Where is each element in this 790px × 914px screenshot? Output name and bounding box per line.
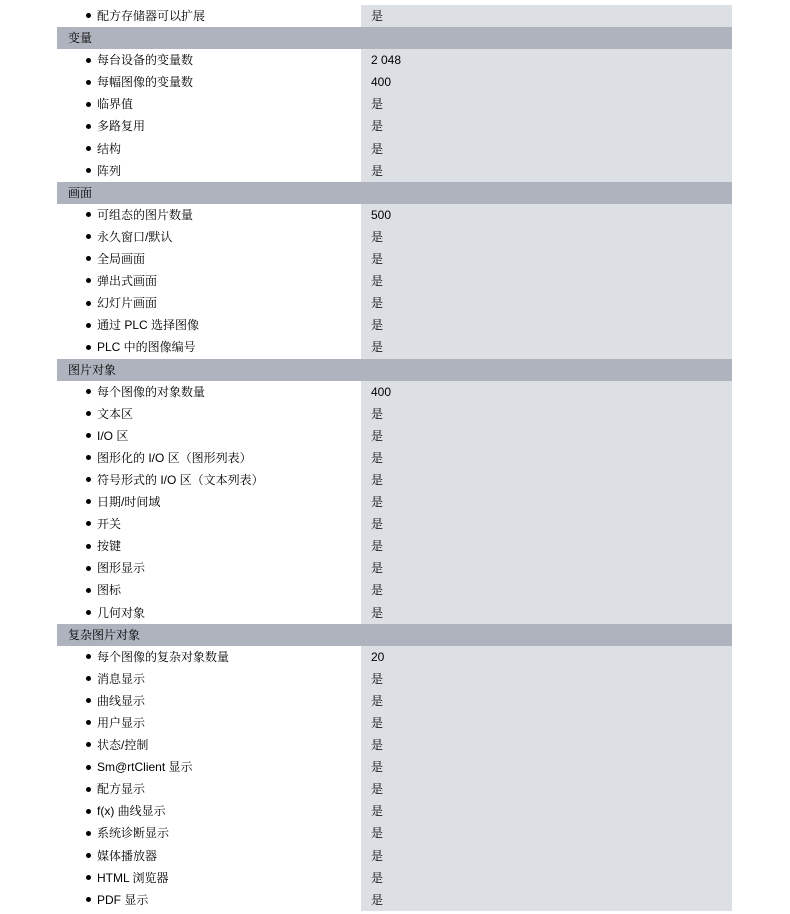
section-header: 复杂图片对象 (57, 624, 732, 646)
table-row (57, 602, 732, 624)
section-header: 画面 (57, 182, 732, 204)
row-value: 是 (361, 889, 732, 911)
row-value: 是 (361, 513, 732, 535)
row-label-text: 系统诊断显示 (97, 826, 170, 841)
bullet-icon (86, 13, 91, 18)
table-row (57, 845, 732, 867)
row-value: 是 (361, 314, 732, 336)
table-row (57, 756, 732, 778)
table-row (57, 513, 732, 535)
row-label-text: 永久窗口/默认 (97, 229, 173, 244)
row-value: 是 (361, 734, 732, 756)
row-value: 是 (361, 778, 732, 800)
bullet-icon (86, 80, 91, 85)
row-label-text: 每个图像的复杂对象数量 (97, 649, 230, 664)
row-label (57, 5, 361, 27)
row-value: 是 (361, 756, 732, 778)
table-row (57, 248, 732, 270)
row-label-text: 文本区 (97, 406, 134, 421)
bullet-icon (86, 654, 91, 659)
row-label-text: 幻灯片画面 (97, 296, 158, 311)
table-row (57, 491, 732, 513)
bullet-icon (86, 433, 91, 438)
table-row (57, 867, 732, 889)
row-label-text: 符号形式的 I/O 区（文本列表） (97, 472, 264, 487)
bullet-icon (86, 765, 91, 770)
bullet-icon (86, 323, 91, 328)
table-row (57, 557, 732, 579)
row-label-text: 消息显示 (97, 671, 146, 686)
table-row (57, 668, 732, 690)
row-label (57, 292, 361, 314)
table-row (57, 5, 732, 27)
row-label-text: 媒体播放器 (97, 848, 158, 863)
row-label (57, 204, 361, 226)
row-value: 是 (361, 867, 732, 889)
table-row (57, 800, 732, 822)
row-label-text: 几何对象 (97, 605, 146, 620)
row-label (57, 381, 361, 403)
bullet-icon (86, 499, 91, 504)
row-value: 是 (361, 5, 732, 27)
bullet-icon (86, 168, 91, 173)
table-row (57, 115, 732, 137)
bullet-icon (86, 698, 91, 703)
row-label-text: 图标 (97, 583, 122, 598)
bullet-icon (86, 455, 91, 460)
row-label (57, 513, 361, 535)
row-label-text: 用户显示 (97, 716, 146, 730)
row-value: 400 (361, 381, 732, 403)
table-row (57, 579, 732, 601)
row-label (57, 734, 361, 756)
bullet-icon (86, 787, 91, 792)
bullet-icon (86, 831, 91, 836)
row-label (57, 845, 361, 867)
row-label-text: 开关 (97, 517, 122, 532)
row-value: 是 (361, 668, 732, 690)
row-value: 是 (361, 579, 732, 601)
table-row (57, 734, 732, 756)
row-label-text: 状态/控制 (97, 738, 149, 753)
bullet-icon (86, 102, 91, 107)
row-value: 500 (361, 204, 732, 226)
bullet-icon (86, 588, 91, 593)
row-label-text: 每幅图像的变量数 (97, 75, 194, 90)
bullet-icon (86, 301, 91, 306)
row-value: 是 (361, 712, 732, 734)
row-label-text: 全局画面 (97, 252, 146, 267)
table-row (57, 336, 732, 358)
bullet-icon (86, 610, 91, 615)
row-value: 400 (361, 71, 732, 93)
row-value: 是 (361, 160, 732, 182)
table-row (57, 778, 732, 800)
table-row (57, 381, 732, 403)
row-label (57, 447, 361, 469)
bullet-icon (86, 345, 91, 350)
row-label-text: 弹出式画面 (97, 274, 158, 289)
section-header: 变量 (57, 27, 732, 49)
row-label-text: 阵列 (97, 163, 122, 178)
row-label (57, 425, 361, 447)
bullet-icon (86, 521, 91, 526)
row-label (57, 646, 361, 668)
table-row (57, 292, 732, 314)
row-label (57, 248, 361, 270)
row-value: 是 (361, 138, 732, 160)
bullet-icon (86, 411, 91, 416)
bullet-icon (86, 146, 91, 151)
table-row (57, 822, 732, 844)
row-value: 是 (361, 425, 732, 447)
row-value: 是 (361, 491, 732, 513)
row-label (57, 226, 361, 248)
row-label-text: Sm@rtClient 显示 (97, 760, 193, 775)
row-label-text: 日期/时间域 (97, 495, 161, 510)
table-row (57, 314, 732, 336)
row-value: 是 (361, 602, 732, 624)
row-label (57, 712, 361, 734)
section-header: 图片对象 (57, 359, 732, 381)
bullet-icon (86, 256, 91, 261)
row-label-text: 图形显示 (97, 561, 146, 576)
table-row (57, 93, 732, 115)
table-row (57, 425, 732, 447)
table-row (57, 535, 732, 557)
row-label (57, 49, 361, 71)
row-label (57, 115, 361, 137)
row-label (57, 314, 361, 336)
bullet-icon (86, 477, 91, 482)
row-label-text: 配方存储器可以扩展 (97, 9, 206, 23)
row-label (57, 756, 361, 778)
row-label (57, 889, 361, 911)
bullet-icon (86, 875, 91, 880)
table-row (57, 646, 732, 668)
bullet-icon (86, 212, 91, 217)
table-row (57, 49, 732, 71)
bullet-icon (86, 720, 91, 725)
table-row (57, 403, 732, 425)
row-label-text: 通过 PLC 选择图像 (97, 318, 200, 333)
row-label-text: 可组态的图片数量 (97, 207, 194, 222)
table-row (57, 690, 732, 712)
bullet-icon (86, 566, 91, 571)
row-label-text: 每个图像的对象数量 (97, 384, 206, 399)
row-value: 是 (361, 403, 732, 425)
row-value: 是 (361, 535, 732, 557)
row-label (57, 800, 361, 822)
row-label-text: 图形化的 I/O 区（图形列表） (97, 450, 252, 465)
bullet-icon (86, 809, 91, 814)
bullet-icon (86, 544, 91, 549)
row-label-text: HTML 浏览器 (97, 870, 169, 885)
row-value: 是 (361, 226, 732, 248)
row-value: 是 (361, 93, 732, 115)
row-value: 是 (361, 822, 732, 844)
row-value: 是 (361, 336, 732, 358)
row-value: 是 (361, 115, 732, 137)
row-label-text: f(x) 曲线显示 (97, 804, 166, 819)
row-value: 是 (361, 447, 732, 469)
table-row (57, 270, 732, 292)
spec-table (57, 5, 732, 911)
row-value: 是 (361, 557, 732, 579)
row-label-text: 每台设备的变量数 (97, 53, 194, 68)
row-label-text: 临界值 (97, 97, 134, 112)
bullet-icon (86, 853, 91, 858)
table-row (57, 138, 732, 160)
bullet-icon (86, 389, 91, 394)
row-value: 是 (361, 292, 732, 314)
row-label (57, 403, 361, 425)
row-label (57, 602, 361, 624)
row-label (57, 778, 361, 800)
row-label-text: 结构 (97, 141, 122, 156)
row-label (57, 71, 361, 93)
row-label (57, 579, 361, 601)
row-label (57, 138, 361, 160)
row-label-text: 多路复用 (97, 119, 146, 134)
row-value: 是 (361, 248, 732, 270)
row-label (57, 867, 361, 889)
table-row (57, 71, 732, 93)
row-label (57, 93, 361, 115)
row-label (57, 822, 361, 844)
bullet-icon (86, 58, 91, 63)
row-label (57, 160, 361, 182)
row-value: 是 (361, 800, 732, 822)
table-row (57, 447, 732, 469)
row-value: 是 (361, 469, 732, 491)
row-value: 是 (361, 270, 732, 292)
row-value: 2 048 (361, 49, 732, 71)
table-row (57, 889, 732, 911)
row-label (57, 690, 361, 712)
row-label-text: 按键 (97, 539, 122, 554)
row-label (57, 469, 361, 491)
bullet-icon (86, 124, 91, 129)
bullet-icon (86, 234, 91, 239)
table-row (57, 204, 732, 226)
bullet-icon (86, 742, 91, 747)
bullet-icon (86, 278, 91, 283)
row-label (57, 535, 361, 557)
table-row (57, 160, 732, 182)
row-label-text: 配方显示 (97, 782, 146, 797)
row-label (57, 557, 361, 579)
bullet-icon (86, 676, 91, 681)
table-row (57, 712, 732, 734)
row-label (57, 491, 361, 513)
row-value: 20 (361, 646, 732, 668)
table-row (57, 226, 732, 248)
row-label-text: PLC 中的图像编号 (97, 340, 196, 355)
row-label (57, 270, 361, 292)
row-value: 是 (361, 845, 732, 867)
row-value: 是 (361, 690, 732, 712)
row-label-text: I/O 区 (97, 428, 129, 443)
row-label-text: PDF 显示 (97, 892, 149, 907)
row-label (57, 668, 361, 690)
table-row (57, 469, 732, 491)
row-label (57, 336, 361, 358)
bullet-icon (86, 897, 91, 902)
row-label-text: 曲线显示 (97, 693, 146, 708)
